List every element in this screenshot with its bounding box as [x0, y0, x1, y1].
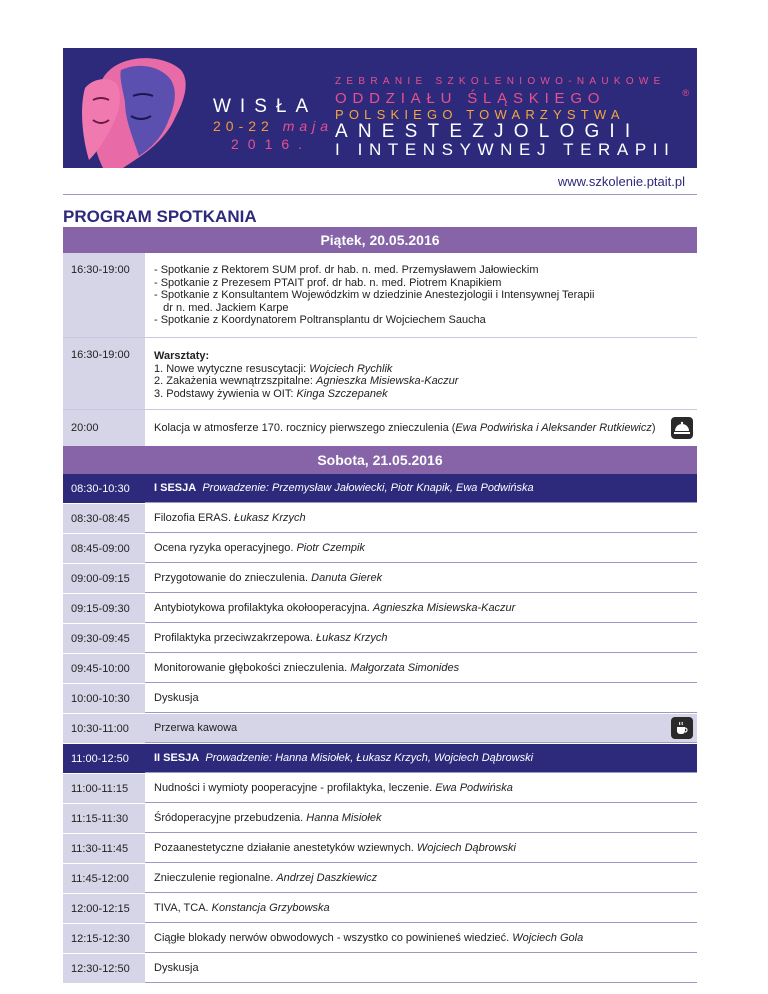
speaker-name: Wojciech Gola: [512, 932, 584, 944]
time-cell: 09:00-09:15: [63, 564, 145, 593]
banner-line-2: ODDZIAŁU ŚLĄSKIEGO: [335, 90, 606, 107]
schedule-row: [63, 834, 697, 864]
schedule-row: [63, 534, 697, 564]
talk-title: Antybiotykowa profilaktyka okołooperacyjna.: [154, 602, 373, 614]
time-cell: 11:00-11:15: [63, 774, 145, 803]
dinner-close-paren: ): [651, 422, 656, 434]
event-year: 2016.: [231, 136, 312, 152]
meeting-line: - Spotkanie z Konsultantem Wojewódzkim w dziedzinie Anestezjologii i Intensywnej Terapii: [154, 289, 595, 301]
speaker-name: Danuta Gierek: [311, 572, 383, 584]
speaker-name: Piotr Czempik: [296, 542, 365, 554]
description-cell: [145, 474, 697, 503]
schedule-row: [63, 864, 697, 894]
meeting-line: - Spotkanie z Koordynatorem Poltransplantu dr Wojciechem Saucha: [154, 314, 486, 326]
description-cell: [145, 534, 697, 563]
event-banner: [63, 48, 697, 168]
dates-days: 20-22: [213, 118, 274, 134]
speaker-name: Konstancja Grzybowska: [211, 902, 330, 914]
talk-title: Przygotowanie do znieczulenia.: [154, 572, 312, 584]
schedule-row: [63, 924, 697, 954]
page-title: PROGRAM SPOTKANIA: [63, 207, 257, 226]
talk-title: Przerwa kawowa: [154, 722, 238, 734]
speaker-name: Wojciech Dąbrowski: [416, 842, 516, 854]
saturday-header: Sobota, 21.05.2016: [63, 446, 697, 474]
description-cell: [145, 744, 697, 773]
meeting-line: dr n. med. Jackiem Karpe: [154, 301, 289, 314]
description-cell: [145, 624, 697, 653]
workshop-speaker: Wojciech Rychlik: [309, 362, 393, 375]
description-cell: [145, 564, 697, 593]
friday-row-workshops: [63, 338, 697, 410]
description-cell: [145, 894, 697, 923]
registered-mark: ®: [682, 88, 689, 98]
website-link[interactable]: www.szkolenie.ptait.pl: [63, 168, 697, 195]
speaker-name: Agnieszka Misiewska-Kaczur: [372, 602, 516, 614]
talk-title: Dyskusja: [154, 692, 199, 704]
schedule-row: [63, 684, 697, 714]
talk-title: Ciągłe blokady nerwów obwodowych - wszystko co powinieneś wiedzieć.: [154, 932, 513, 944]
schedule-row: [63, 654, 697, 684]
workshop-item: [154, 375, 697, 388]
friday-table: [63, 253, 697, 446]
description-cell: [145, 774, 697, 803]
talk-title: Filozofia ERAS.: [154, 512, 235, 524]
schedule-row: [63, 504, 697, 534]
friday-row-meetings: [63, 253, 697, 338]
time-cell: 09:45-10:00: [63, 654, 145, 683]
speaker-name: Małgorzata Simonides: [350, 662, 460, 674]
speaker-name: Łukasz Krzych: [316, 632, 388, 644]
talk-title: Znieczulenie regionalne.: [154, 872, 277, 884]
dates-month: maja: [282, 118, 334, 134]
friday-row-dinner: [63, 410, 697, 446]
description-cell: [145, 924, 697, 953]
saturday-table: [63, 474, 697, 984]
time-cell: 09:15-09:30: [63, 594, 145, 623]
schedule-row: [63, 624, 697, 654]
schedule-row: [63, 804, 697, 834]
talk-title: Dyskusja: [154, 962, 199, 974]
time-cell: 08:30-10:30: [63, 474, 145, 503]
workshop-title: 3. Podstawy żywienia w OIT:: [154, 387, 297, 400]
workshop-item: [154, 363, 697, 376]
banner-line-1: ZEBRANIE SZKOLENIOWO-NAUKOWE: [335, 76, 666, 87]
schedule-row: [63, 564, 697, 594]
description-cell: [145, 594, 697, 623]
session-row: [63, 474, 697, 504]
time-cell: 12:30-12:50: [63, 954, 145, 983]
time-cell: 09:30-09:45: [63, 624, 145, 653]
description-cell: [145, 714, 697, 743]
schedule-row: [63, 774, 697, 804]
description-cell: [145, 954, 697, 983]
schedule-row: [63, 894, 697, 924]
workshop-title: 1. Nowe wytyczne resuscytacji:: [154, 362, 310, 375]
talk-title: Monitorowanie głębokości znieczulenia.: [154, 662, 351, 674]
workshops-heading: Warsztaty:: [154, 350, 210, 362]
dinner-cell: [145, 410, 697, 446]
speaker-name: Andrzej Daszkiewicz: [276, 872, 378, 884]
talk-title: Ocena ryzyka operacyjnego.: [154, 542, 297, 554]
speaker-name: Hanna Misiołek: [306, 812, 382, 824]
description-cell: [145, 834, 697, 863]
talk-title: Nudności i wymioty pooperacyjne - profilaktyka, leczenie.: [154, 782, 436, 794]
talk-title: Profilaktyka przeciwzakrzepowa.: [154, 632, 317, 644]
time-cell: 16:30-19:00: [63, 253, 145, 337]
meetings-list: [145, 253, 697, 337]
talk-title: Śródoperacyjne przebudzenia.: [154, 812, 307, 824]
time-cell: 08:30-08:45: [63, 504, 145, 533]
dinner-cloche-icon: [671, 417, 693, 439]
meeting-line: - Spotkanie z Prezesem PTAIT prof. dr hab. n. med. Piotrem Knapikiem: [154, 276, 502, 289]
time-cell: 12:00-12:15: [63, 894, 145, 923]
time-cell: 20:00: [63, 410, 145, 446]
workshops-list: [145, 338, 697, 409]
event-dates: [213, 118, 333, 134]
session-label: I SESJA: [154, 482, 197, 494]
description-cell: [145, 804, 697, 833]
session-chairs: Prowadzenie: Hanna Misiołek, Łukasz Krzych, Wojciech Dąbrowski: [205, 752, 534, 764]
city-name: WISŁA: [213, 96, 318, 117]
workshop-speaker: Kinga Szczepanek: [296, 387, 388, 400]
dinner-hosts: Ewa Podwińska i Aleksander Rutkiewicz: [455, 422, 652, 434]
workshop-speaker: Agnieszka Misiewska-Kaczur: [316, 375, 459, 387]
time-cell: 11:45-12:00: [63, 864, 145, 893]
time-cell: 16:30-19:00: [63, 338, 145, 409]
description-cell: [145, 654, 697, 683]
session-chairs: Prowadzenie: Przemysław Jałowiecki, Piotr Knapik, Ewa Podwińska: [202, 482, 534, 494]
description-cell: [145, 684, 697, 713]
speaker-name: Ewa Podwińska: [435, 782, 513, 794]
banner-line-4: ANESTEZJOLOGII: [335, 121, 641, 142]
time-cell: 10:30-11:00: [63, 714, 145, 743]
meeting-line: - Spotkanie z Rektorem SUM prof. dr hab. n. med. Przemysławem Jałowieckim: [154, 264, 539, 276]
dinner-text: [154, 422, 656, 434]
schedule-row: [63, 594, 697, 624]
speaker-name: Łukasz Krzych: [234, 512, 306, 524]
description-cell: [145, 504, 697, 533]
workshop-title: 2. Zakażenia wewnątrzszpitalne:: [154, 375, 317, 387]
workshop-item: [154, 388, 697, 401]
time-cell: 08:45-09:00: [63, 534, 145, 563]
schedule-row: [63, 954, 697, 984]
time-cell: 11:15-11:30: [63, 804, 145, 833]
time-cell: 11:00-12:50: [63, 744, 145, 773]
time-cell: 12:15-12:30: [63, 924, 145, 953]
break-row: [63, 714, 697, 744]
time-cell: 10:00-10:30: [63, 684, 145, 713]
coffee-cup-icon: [671, 717, 693, 739]
talk-title: Pozaanestetyczne działanie anestetyków wziewnych.: [154, 842, 417, 854]
session-label: II SESJA: [154, 752, 200, 764]
banner-line-3: POLSKIEGO TOWARZYSTWA: [335, 107, 625, 122]
dinner-description: Kolacja w atmosferze 170. rocznicy pierwszego znieczulenia (: [154, 422, 456, 434]
description-cell: [145, 864, 697, 893]
faces-logo-icon: [63, 48, 213, 168]
banner-line-5: I INTENSYWNEJ TERAPII: [335, 140, 676, 159]
session-row: [63, 744, 697, 774]
time-cell: 11:30-11:45: [63, 834, 145, 863]
page: [63, 48, 697, 984]
talk-title: TIVA, TCA.: [154, 902, 212, 914]
friday-header: Piątek, 20.05.2016: [63, 227, 697, 253]
